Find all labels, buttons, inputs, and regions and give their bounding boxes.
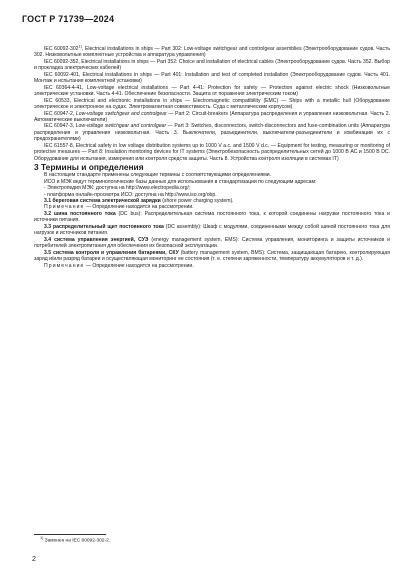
note (34, 263, 390, 269)
section-intro: В настоящем стандарте применены следующие термины с соответствующими определениями. (44, 172, 272, 179)
term-number: 3.1 (44, 197, 52, 204)
reference-text: — Part 2: Circuit-breakers (Аппаратура распределения и управления низковольтная. Часть 2. Автоматические выключатели) (34, 110, 390, 123)
term-name: система контроля и управления батареями, СКУ (53, 249, 179, 256)
term-number: 3.3 (44, 223, 52, 230)
footnote-mark: 1) (40, 536, 44, 540)
reference-text: IEC 60947-3, (44, 123, 76, 130)
term-name: шина постоянного тока (53, 210, 116, 217)
footnote (40, 538, 110, 545)
reference-item (34, 143, 390, 162)
footnote-text: Заменен на IEC 60092-302-2. (43, 538, 111, 544)
reference-text: , Electrical installations in ships — Part 302: Low-voltage switchgear and controlgear assemblies (Электрооборудование судов. Часть 302. Низковольтные комплектные устройства и аппаратура управления) (34, 46, 390, 59)
term-definition: (DC bus): Распределительная система постоянного тока, к которой соединены нагрузки постоянного тока и источники питания. (34, 210, 390, 224)
footnote-divider (34, 534, 106, 535)
note-text: — Определение находится на рассмотрении. (84, 262, 194, 269)
reference-text: IEC 60533, Electrical and electronic installations in ships — Electromagnetic compatibility (EMC) — Ships with a metallic hull (Оборудование электрическое и электронное на судах. Электромагнитная совместимость. Суда с металлическим корпусом) (34, 97, 390, 111)
reference-item (34, 111, 390, 124)
reference-item (34, 85, 390, 98)
normative-references (34, 46, 390, 162)
reference-text: Low-voltage switchgear and controlgear (75, 123, 167, 130)
term-definition: (energy management system, EMS): Система управления, мониторинга и защиты источников и потребителей электропитания для обеспечения их безопасной эксплуатации. (34, 236, 390, 250)
note-label: Примечание (44, 204, 85, 211)
term-name: распределительный щит постоянного тока (53, 223, 164, 230)
term-entry (34, 250, 390, 263)
reference-text: IEC 61557-8, Electrical safety in low voltage distribution systems up to 1000 V a.c. and 1500 V d.c. — Equipment for testing, measuring or monitoring of protective measures — Part 8: Insulation monitoring devices for IT systems (Электробезопасность распределительных сетей до 1000 В АС и 1500 В DC. Оборудование для испытания, измерения или контроля средств защиты. Часть 8. Устройства контроля изоляции в системах IT) (34, 142, 390, 162)
term-name: система управления энергией, СУЭ (54, 236, 149, 243)
term-definition: (DC assembly): Шкаф с модулями, соединенными между собой шиной постоянного тока для нагрузок и источников питания. (34, 223, 390, 237)
reference-text: Low-voltage switchgear and controlgear (75, 110, 167, 117)
term-number: 3.4 (44, 236, 52, 243)
reference-item (34, 72, 390, 85)
section-title: 3 Термины и определения (34, 162, 144, 173)
database-item: - Электропедия МЭК: доступна на http://www.electropedia.org/; (44, 185, 191, 192)
page-number: 2 (32, 556, 36, 563)
reference-item (34, 59, 390, 72)
running-header: ГОСТ Р 71739—2024 (22, 14, 115, 24)
footnote-ref-mark: 1) (78, 44, 82, 49)
database-item: - платформа онлайн-просмотра ИСО: доступна на http://www.iso.org/obp. (44, 191, 217, 198)
reference-text: IEC 60947-2, (44, 110, 76, 117)
page-content (34, 46, 390, 269)
reference-text: IEC 60092-302 (44, 46, 79, 52)
reference-text: IEC 60092-352, Electrical installations in ships — Part 352: Choice and installation of electrical cables (Электрооборудование судов. Часть 352. Выбор и прокладка электрических кабелей) (34, 58, 390, 72)
note-text: — Определение находится на рассмотрении. (84, 204, 194, 211)
reference-item (34, 46, 390, 59)
term-entry (34, 237, 390, 250)
reference-item (34, 98, 390, 111)
term-definition: (shore power charging system). (160, 197, 234, 204)
term-entry (34, 224, 390, 237)
term-number: 3.5 (44, 249, 52, 256)
term-number: 3.2 (44, 210, 52, 217)
term-name: береговая система электрической зарядки (52, 197, 161, 204)
term-entry (34, 211, 390, 224)
iso-databases-text: ИСО и МЭК ведут терминологические базы данных для использования в стандартизации по следующим адресам: (44, 178, 317, 185)
term-definition: (battery management system, BMS): Система, защищающая батарею, контролирующая заряд и/или разряд батареи и осуществляющая мониторинг ее состояния (т. е. степени заряженности, температуру аккумуляторов и т. д.). (34, 249, 391, 263)
reference-text: IEC 60092-401, Electrical installations in ships — Part 401: Installation and test of completed installation (Электрооборудование судов. Часть 401. Монтаж и испытания комплектной установки) (34, 71, 390, 85)
reference-text: IEC 60364-4-41, Low-voltage electrical installations — Part 4-41: Protection for safety — Protection against electric shock (Низковольтные электрические установки. Часть 4-41. Обеспечение безопасности. Защита от поражения электрическим током) (34, 84, 390, 98)
note-label: Примечание (44, 262, 85, 269)
reference-text: — Part 3: Switches, disconnectors, switch-disconnectors and fuse-combination units (Аппаратура распределения и управления низковольтная. Часть 3. Выключатели, разъединители, выключатели-разъединители и комбинации их с предохранителями) (34, 123, 390, 143)
reference-item (34, 123, 390, 142)
